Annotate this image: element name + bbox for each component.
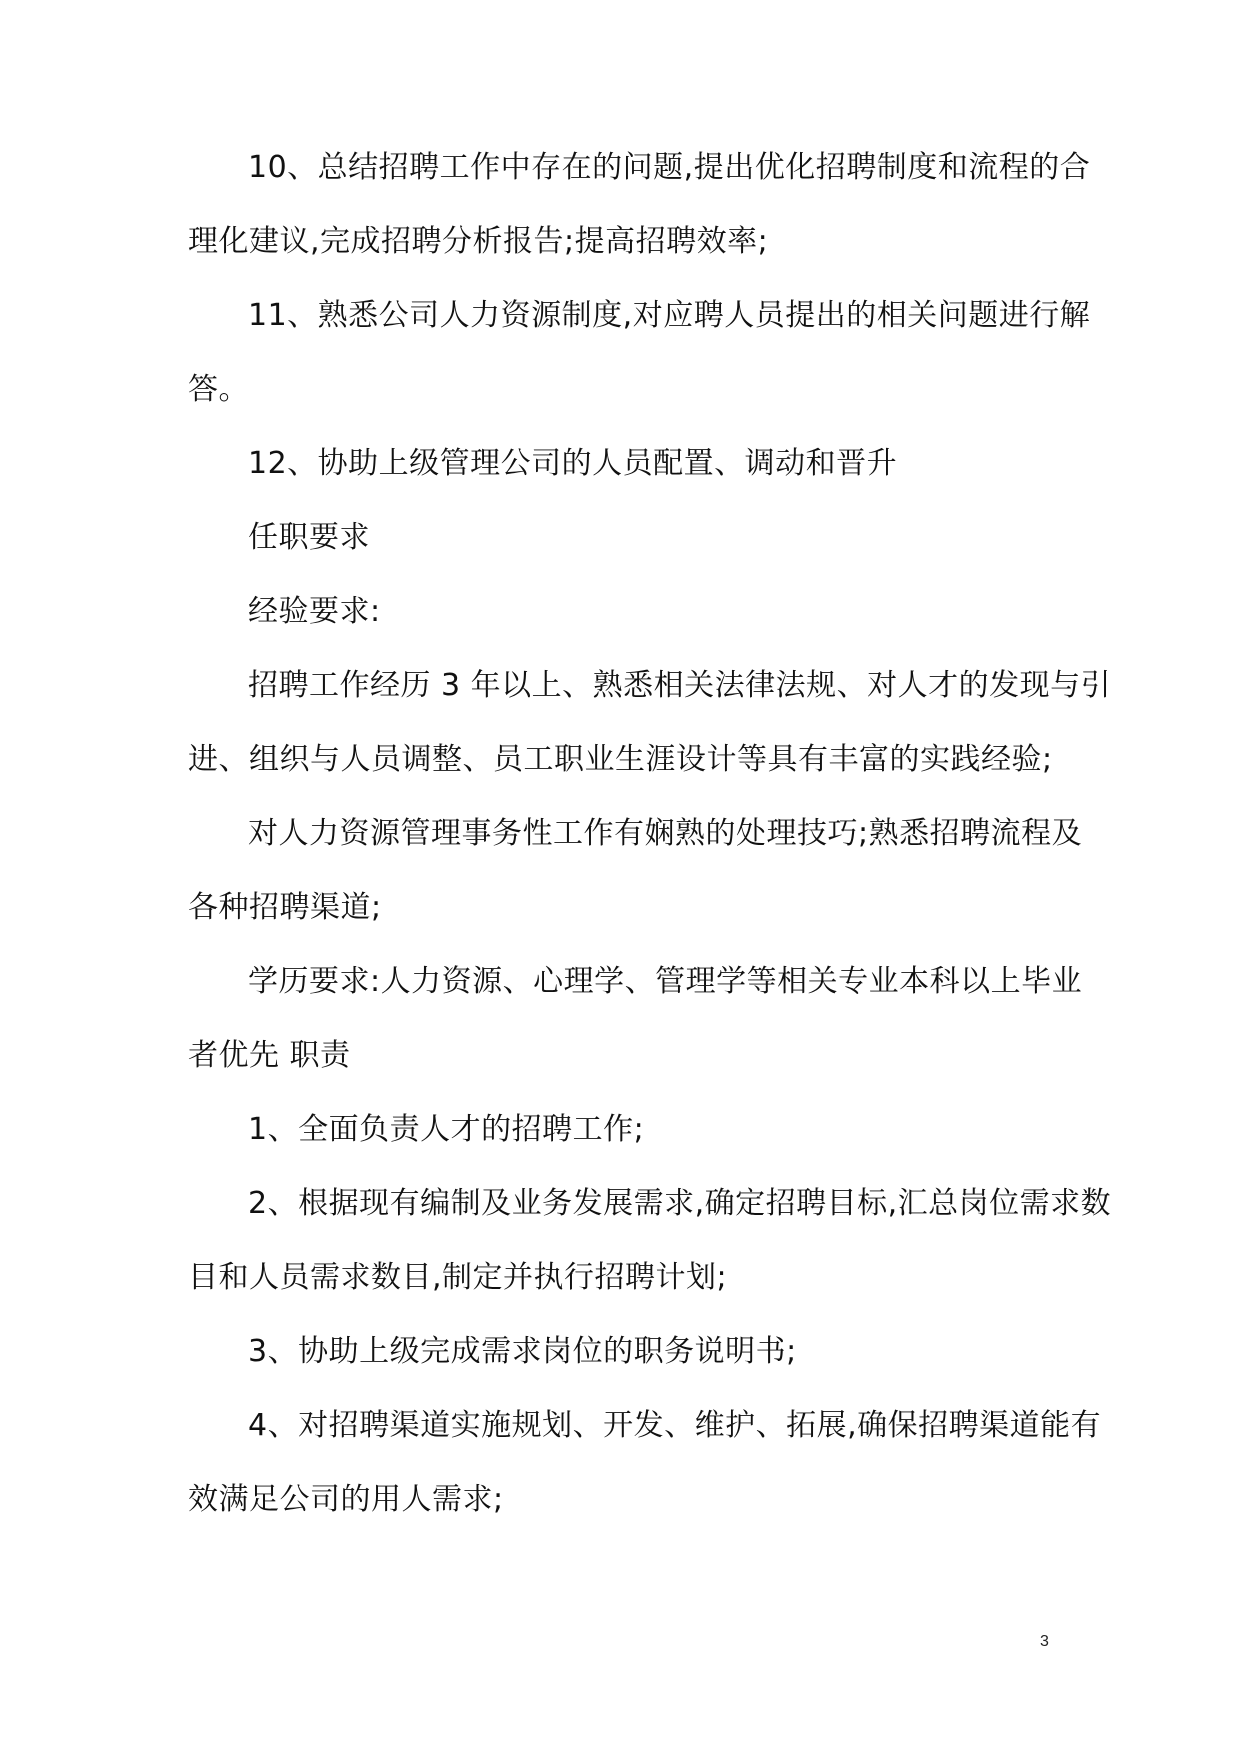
text-line: 11、熟悉公司人力资源制度,对应聘人员提出的相关问题进行解 (248, 298, 1091, 333)
text-line: 效满足公司的用人需求; (188, 1482, 504, 1517)
text-line: 进、组织与人员调整、员工职业生涯设计等具有丰富的实践经验; (188, 742, 1053, 777)
text-line: 12、协助上级管理公司的人员配置、调动和晋升 (248, 446, 898, 481)
text-line: 1、全面负责人才的招聘工作; (248, 1112, 645, 1147)
text-line: 4、对招聘渠道实施规划、开发、维护、拓展,确保招聘渠道能有 (248, 1408, 1102, 1443)
section-heading: 任职要求 (248, 520, 370, 555)
text-line: 各种招聘渠道; (188, 890, 382, 925)
text-line: 答。 (188, 372, 249, 407)
text-line: 招聘工作经历 3 年以上、熟悉相关法律法规、对人才的发现与引 (248, 668, 1112, 703)
text-line: 理化建议,完成招聘分析报告;提高招聘效率; (188, 224, 769, 259)
text-line: 目和人员需求数目,制定并执行招聘计划; (188, 1260, 728, 1295)
page-number: 3 (1040, 1633, 1049, 1650)
text-line: 对人力资源管理事务性工作有娴熟的处理技巧;熟悉招聘流程及 (248, 816, 1083, 851)
subsection-heading: 经验要求: (248, 594, 381, 629)
text-line: 3、协助上级完成需求岗位的职务说明书; (248, 1334, 797, 1369)
text-line: 学历要求:人力资源、心理学、管理学等相关专业本科以上毕业 (248, 964, 1083, 999)
document-body (188, 148, 1112, 1554)
text-line: 者优先 职责 (188, 1038, 351, 1073)
text-line: 10、总结招聘工作中存在的问题,提出优化招聘制度和流程的合 (248, 150, 1091, 185)
text-line: 2、根据现有编制及业务发展需求,确定招聘目标,汇总岗位需求数 (248, 1186, 1112, 1221)
